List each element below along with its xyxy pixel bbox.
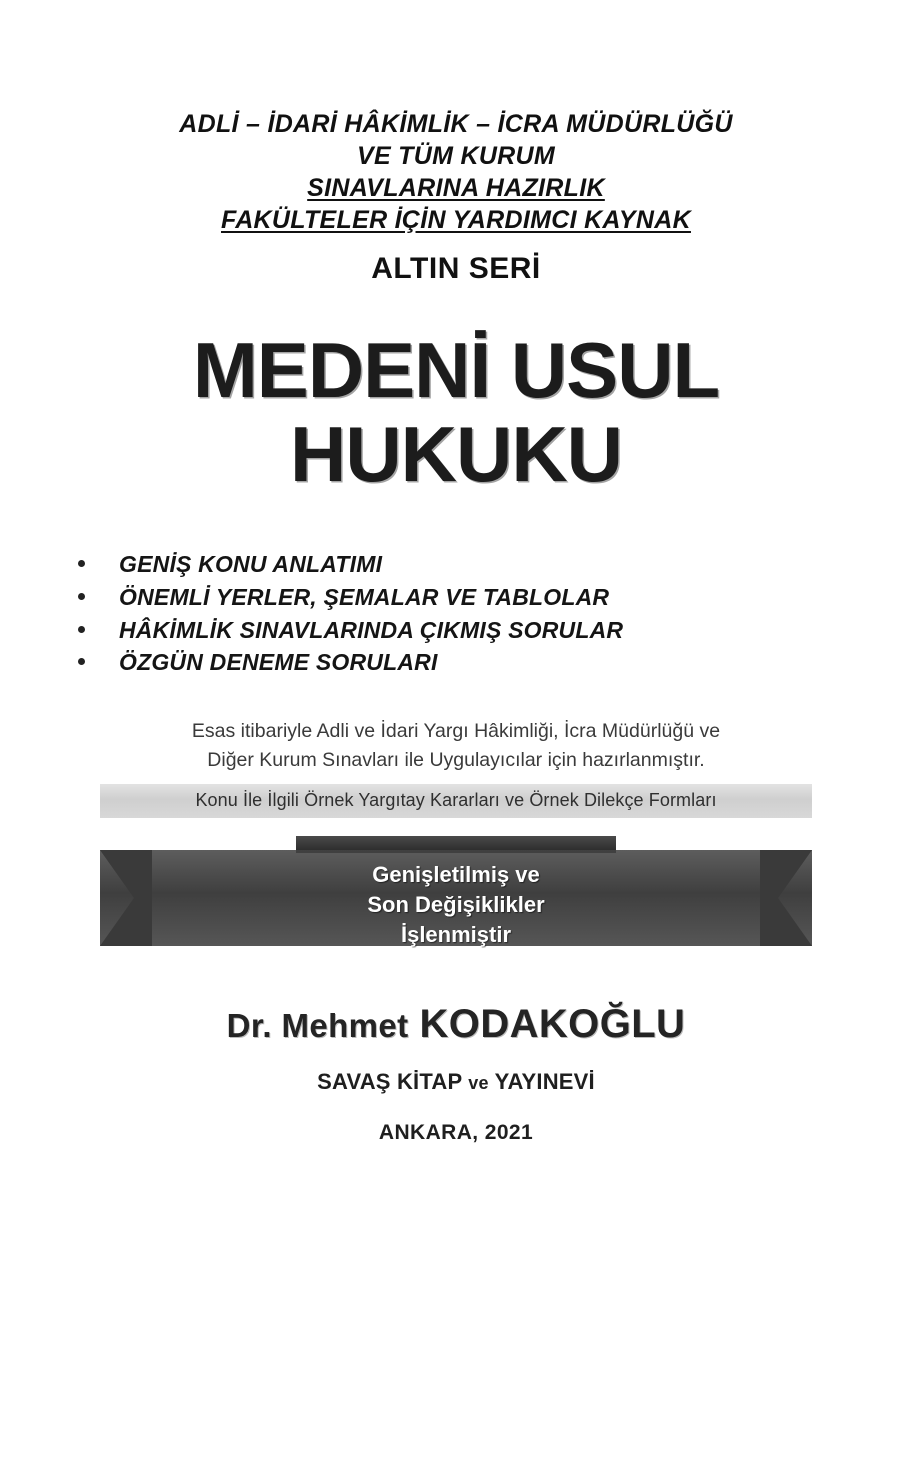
author-name xyxy=(0,1002,912,1047)
ribbon-line-3: İşlenmiştir xyxy=(400,922,512,948)
publisher-part-1: SAVAŞ KİTAP xyxy=(317,1068,462,1094)
bullet-dot-icon xyxy=(78,658,85,665)
feature-label: ÖZGÜN DENEME SORULARI xyxy=(119,649,438,676)
series-label: ALTIN SERİ xyxy=(371,252,541,285)
list-item xyxy=(78,614,698,647)
description-line-1: Esas itibariyle Adli ve İdari Yargı Hâkimliği, İcra Müdürlüğü ve xyxy=(191,720,721,743)
list-item xyxy=(78,548,698,581)
list-item xyxy=(78,646,698,679)
author-surname: KODAKOĞLU xyxy=(419,1001,686,1046)
header-line-3: SINAVLARINA HAZIRLIK xyxy=(307,174,605,202)
list-item xyxy=(78,581,698,614)
ribbon-line-2: Son Değişiklikler xyxy=(367,891,545,917)
description-block xyxy=(0,717,912,776)
feature-label: ÖNEMLİ YERLER, ŞEMALAR VE TABLOLAR xyxy=(119,584,610,611)
feature-label: GENİŞ KONU ANLATIMI xyxy=(119,551,383,578)
ribbon-text-block xyxy=(100,860,812,951)
book-title-line-1: MEDENİ USUL xyxy=(192,326,720,414)
bullet-dot-icon xyxy=(78,626,85,633)
imprint-city-year: ANKARA, 2021 xyxy=(378,1120,534,1144)
header-line-4: FAKÜLTELER İÇİN YARDIMCI KAYNAK xyxy=(221,206,691,234)
header-line-1: ADLİ – İDARİ HÂKİMLİK – İCRA MÜDÜRLÜĞÜ xyxy=(179,110,733,138)
publisher-name xyxy=(0,1069,912,1095)
book-title xyxy=(0,326,912,499)
author-prefix: Dr. Mehmet xyxy=(226,1006,409,1044)
publisher-connector: ve xyxy=(468,1072,489,1093)
bullet-dot-icon xyxy=(78,593,85,600)
feature-label: HÂKİMLİK SINAVLARINDA ÇIKMIŞ SORULAR xyxy=(119,616,624,643)
bullet-dot-icon xyxy=(78,560,85,567)
description-line-2: Diğer Kurum Sınavları ile Uygulayıcılar için hazırlanmıştır. xyxy=(207,749,705,772)
exam-header-block xyxy=(0,108,912,236)
ribbon-line-1: Genişletilmiş ve xyxy=(372,861,540,887)
publisher-part-2: YAYINEVİ xyxy=(494,1068,595,1094)
feature-list xyxy=(78,548,698,679)
book-title-line-2: HUKUKU xyxy=(290,410,622,499)
header-line-2: VE TÜM KURUM xyxy=(356,142,556,170)
ribbon-banner xyxy=(100,836,812,968)
book-cover-page xyxy=(0,108,912,1466)
highlight-band: Konu İle İlgili Örnek Yargıtay Kararları ve Örnek Dilekçe Formları xyxy=(100,784,812,818)
